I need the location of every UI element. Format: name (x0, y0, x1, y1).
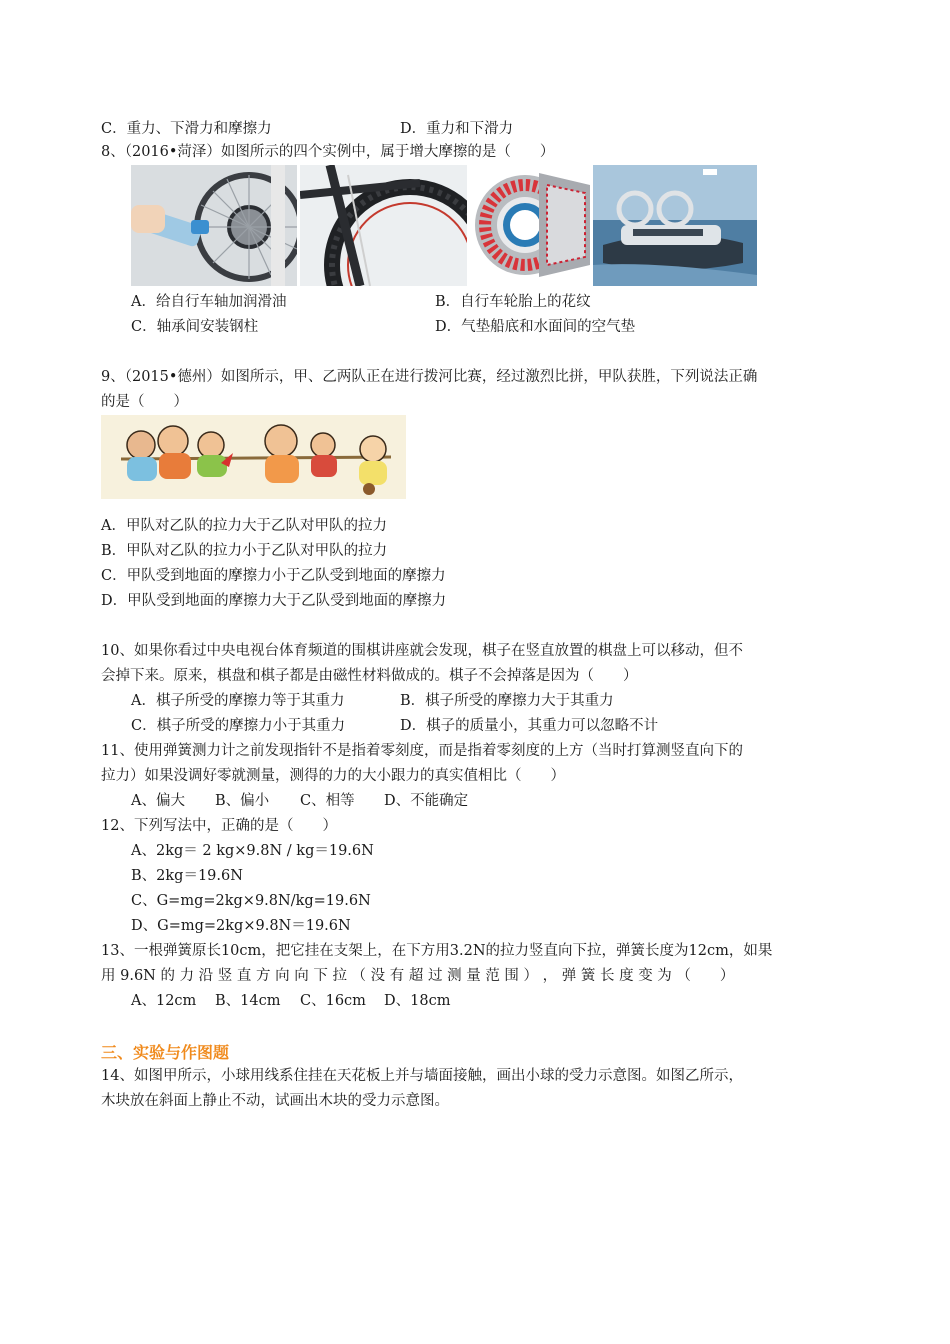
hovercraft-image (593, 165, 757, 286)
q9-stem-line2: 的是（ ） (101, 394, 188, 410)
q12-option-c: C、G=mg=2kg×9.8N/kg=19.6N (131, 893, 371, 909)
q10-stem-line1: 10、如果你看过中央电视台体育频道的围棋讲座就会发现，棋子在竖直放置的棋盘上可以移动，但不 (101, 643, 743, 659)
q12-option-d: D、G=mg=2kg×9.8N＝19.6N (131, 918, 351, 934)
q9-option-d: D．甲队受到地面的摩擦力大于乙队受到地面的摩擦力 (101, 593, 447, 609)
q9-option-b: B．甲队对乙队的拉力小于乙队对甲队的拉力 (101, 543, 388, 559)
q12-stem: 12、下列写法中，正确的是（ ） (101, 818, 337, 834)
q8-option-a: A．给自行车轴加润滑油 (131, 294, 287, 310)
q8-option-b: B．自行车轮胎上的花纹 (435, 294, 591, 310)
q8-option-d: D．气垫船底和水面间的空气垫 (435, 319, 636, 335)
q11-option-b: B、偏小 (215, 793, 270, 809)
q10-option-a: A．棋子所受的摩擦力等于其重力 (131, 693, 345, 709)
q7-option-d: D．重力和下滑力 (400, 121, 514, 137)
q7-option-c: C．重力、下滑力和摩擦力 (101, 121, 272, 137)
q10-option-b: B．棋子所受的摩擦力大于其重力 (400, 693, 614, 709)
bicycle-lubricant-image (131, 165, 297, 286)
q12-option-b: B、2kg＝19.6N (131, 868, 243, 884)
section-title: 三、实验与作图题 (101, 1043, 230, 1062)
q13-option-d: D、18cm (384, 993, 451, 1009)
q12-option-a: A、2kg＝ 2 kg×9.8N / kg＝19.6N (131, 843, 374, 859)
q9-option-a: A．甲队对乙队的拉力大于乙队对甲队的拉力 (101, 518, 387, 534)
q9-option-c: C．甲队受到地面的摩擦力小于乙队受到地面的摩擦力 (101, 568, 446, 584)
q10-stem-line2: 会掉下来。原来，棋盘和棋子都是由磁性材料做成的。棋子不会掉落是因为（ ） (101, 668, 638, 684)
q11-stem-line1: 11、使用弹簧测力计之前发现指针不是指着零刻度，而是指着零刻度的上方（当时打算测竖直向下的 (101, 743, 743, 759)
q13-option-b: B、14cm (215, 993, 281, 1009)
q9-stem-line1: 9、（2015•德州）如图所示，甲、乙两队正在进行拨河比赛，经过激烈比拼，甲队获胜，下列说法正确 (101, 369, 758, 385)
q14-stem-line2: 木块放在斜面上静止不动，试画出木块的受力示意图。 (101, 1093, 449, 1109)
ball-bearing-image (469, 165, 590, 286)
q11-option-c: C、相等 (300, 793, 355, 809)
q8-option-c: C．轴承间安装钢柱 (131, 319, 259, 335)
q11-option-d: D、不能确定 (384, 793, 469, 809)
q10-option-d: D．棋子的质量小，其重力可以忽略不计 (400, 718, 659, 734)
q11-option-a: A、偏大 (131, 793, 185, 809)
q11-stem-line2: 拉力）如果没调好零就测量，测得的力的大小跟力的真实值相比（ ） (101, 768, 565, 784)
q13-option-a: A、12cm (131, 993, 197, 1009)
q13-stem-line1: 13、一根弹簧原长10cm，把它挂在支架上，在下方用3.2N的拉力竖直向下拉，弹簧长度为12cm，如果 (101, 943, 773, 959)
q10-option-c: C．棋子所受的摩擦力小于其重力 (131, 718, 346, 734)
tug-of-war-image (101, 415, 406, 499)
q13-option-c: C、16cm (300, 993, 366, 1009)
bicycle-tire-tread-image (300, 165, 467, 286)
q8-stem: 8、（2016•菏泽）如图所示的四个实例中，属于增大摩擦的是（ ） (101, 144, 555, 160)
q14-stem-line1: 14、如图甲所示，小球用线系住挂在天花板上并与墙面接触，画出小球的受力示意图。如图乙所示， (101, 1068, 743, 1084)
q13-stem-line2: 用 9.6N 的 力 沿 竖 直 方 向 向 下 拉 （ 没 有 超 过 测 量 范 围 ） ， 弹 簧 长 度 变 为 （ ） (101, 968, 735, 984)
